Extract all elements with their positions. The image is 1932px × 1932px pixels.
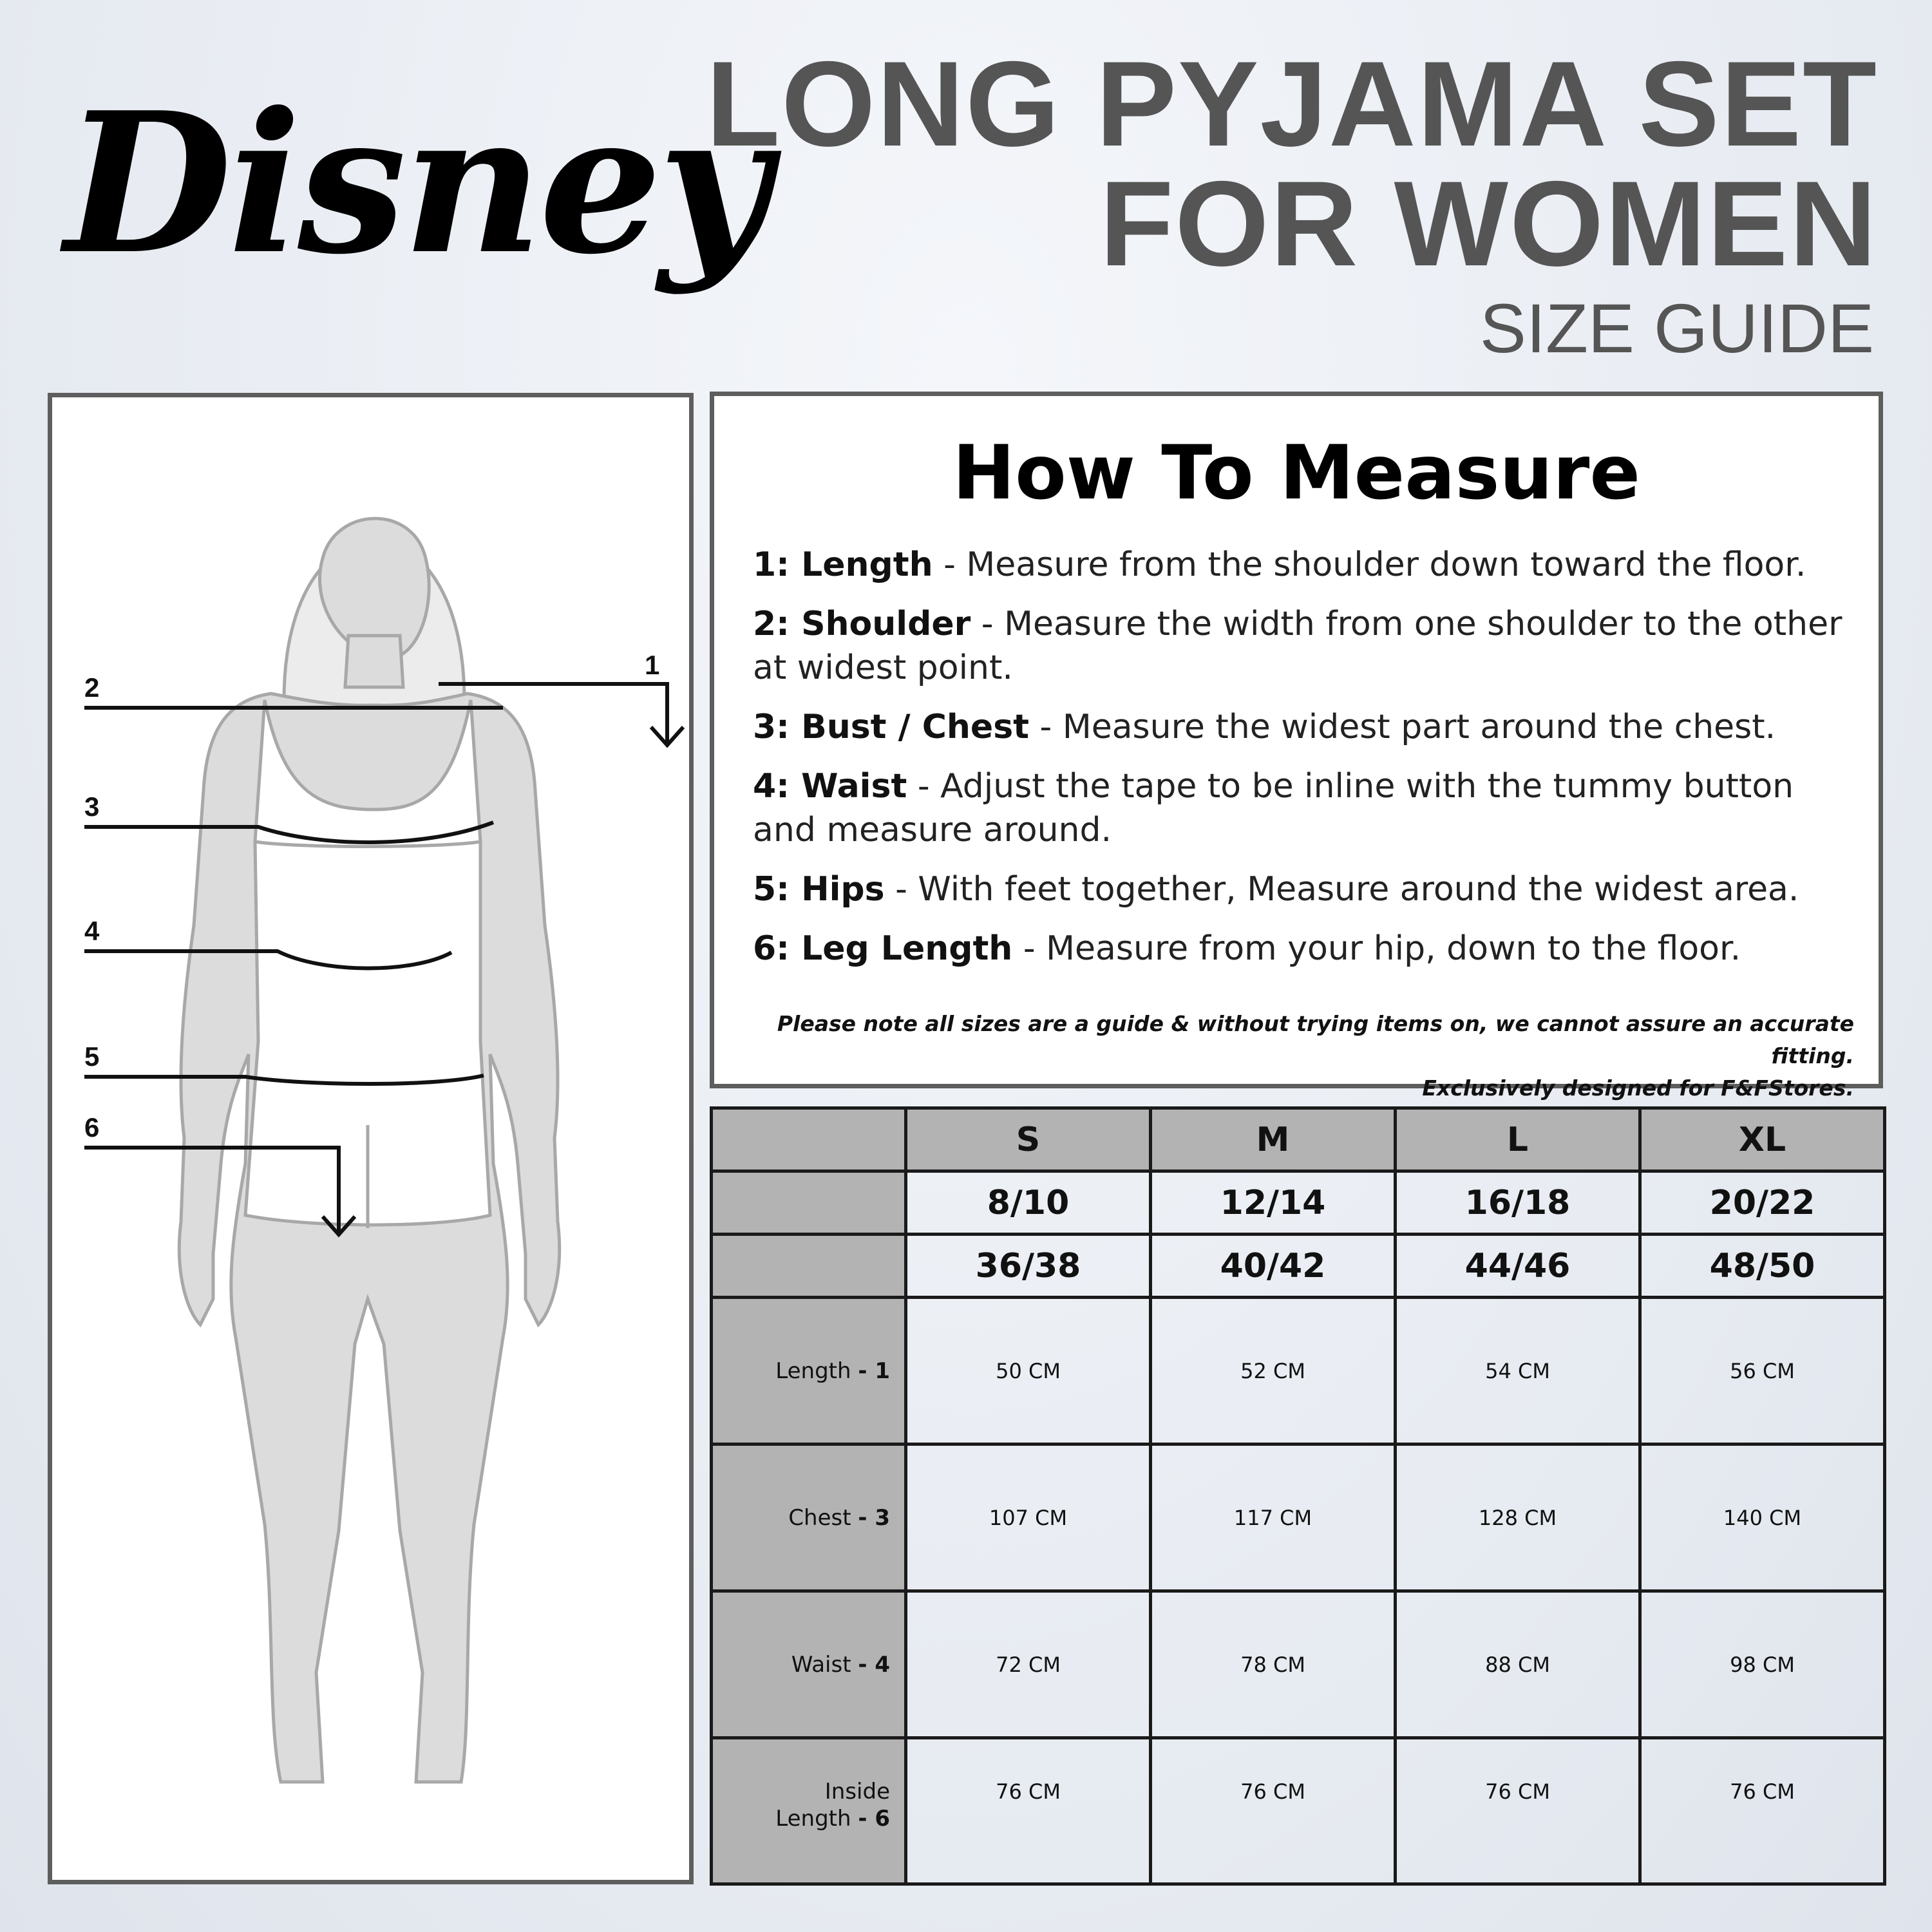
row-label-length: Length - 1 xyxy=(712,1298,906,1444)
marker-2: 2 xyxy=(84,672,100,703)
row-label-chest: Chest - 3 xyxy=(712,1444,906,1591)
length-s: 50 CM xyxy=(906,1298,1151,1444)
waist-l: 88 CM xyxy=(1396,1591,1640,1738)
length-l: 54 CM xyxy=(1396,1298,1640,1444)
disclaimer-note xyxy=(759,1008,1854,1104)
uk-size-m: 12/14 xyxy=(1151,1171,1396,1235)
page-subtitle: SIZE GUIDE xyxy=(1479,289,1874,367)
table-row xyxy=(712,1298,1885,1444)
page-title xyxy=(654,36,1878,291)
title-line-1: LONG PYJAMA SET xyxy=(706,36,1878,171)
inside-length-s: 76 CM xyxy=(906,1738,1151,1884)
disney-logo: Disney xyxy=(64,70,767,297)
chest-s: 107 CM xyxy=(906,1444,1151,1591)
instruction-shoulder: 2: Shoulder - Measure the width from one shoulder to the other at widest point. xyxy=(753,605,1842,687)
table-row xyxy=(712,1444,1885,1591)
eu-size-s: 36/38 xyxy=(906,1235,1151,1298)
uk-size-row xyxy=(712,1171,1885,1235)
marker-5: 5 xyxy=(84,1041,100,1072)
how-to-measure-panel xyxy=(710,392,1883,1101)
waist-xl: 98 CM xyxy=(1640,1591,1885,1738)
size-xl-header: XL xyxy=(1640,1108,1885,1171)
waist-s: 72 CM xyxy=(906,1591,1151,1738)
instruction-list xyxy=(753,543,1861,986)
size-table xyxy=(710,1106,1886,1886)
marker-1: 1 xyxy=(645,650,660,680)
marker-3: 3 xyxy=(84,791,100,822)
waist-m: 78 CM xyxy=(1151,1591,1396,1738)
inside-length-xl: 76 CM xyxy=(1640,1738,1885,1884)
uk-size-l: 16/18 xyxy=(1396,1171,1640,1235)
table-row xyxy=(712,1591,1885,1738)
disclaimer-line-1: Please note all sizes are a guide & without trying items on, we cannot assure an accurate fitting. xyxy=(777,1011,1854,1068)
uk-size-xl: 20/22 xyxy=(1640,1171,1885,1235)
instruction-hips: 5: Hips - With feet together, Measure around the widest area. xyxy=(753,870,1799,909)
uk-size-s: 8/10 xyxy=(906,1171,1151,1235)
how-to-measure-heading: How To Measure xyxy=(952,430,1640,516)
marker-6: 6 xyxy=(84,1112,100,1142)
table-row xyxy=(712,1738,1885,1884)
length-xl: 56 CM xyxy=(1640,1298,1885,1444)
uk-size-label xyxy=(712,1171,906,1235)
table-corner xyxy=(712,1108,906,1171)
instruction-leg-length: 6: Leg Length - Measure from your hip, down to the floor. xyxy=(753,929,1741,968)
marker-4: 4 xyxy=(84,916,100,946)
eu-size-l: 44/46 xyxy=(1396,1235,1640,1298)
chest-xl: 140 CM xyxy=(1640,1444,1885,1591)
body-figure-illustration xyxy=(52,397,698,1889)
eu-size-m: 40/42 xyxy=(1151,1235,1396,1298)
size-l-header: L xyxy=(1396,1108,1640,1171)
disclaimer-line-2: Exclusively designed for F&FStores. xyxy=(1422,1075,1854,1101)
size-m-header: M xyxy=(1151,1108,1396,1171)
figure-neck xyxy=(345,636,403,687)
eu-size-label xyxy=(712,1235,906,1298)
chest-l: 128 CM xyxy=(1396,1444,1640,1591)
chest-m: 117 CM xyxy=(1151,1444,1396,1591)
row-label-waist: Waist - 4 xyxy=(712,1591,906,1738)
inside-length-l: 76 CM xyxy=(1396,1738,1640,1884)
body-figure-panel xyxy=(48,393,694,1884)
instruction-bust: 3: Bust / Chest - Measure the widest part around the chest. xyxy=(753,708,1776,746)
length-m: 52 CM xyxy=(1151,1298,1396,1444)
size-letter-row xyxy=(712,1108,1885,1171)
eu-size-row xyxy=(712,1235,1885,1298)
eu-size-xl: 48/50 xyxy=(1640,1235,1885,1298)
inside-length-m: 76 CM xyxy=(1151,1738,1396,1884)
instruction-waist: 4: Waist - Adjust the tape to be inline with the tummy button and measure around. xyxy=(753,767,1794,849)
size-s-header: S xyxy=(906,1108,1151,1171)
instruction-length: 1: Length - Measure from the shoulder down toward the floor. xyxy=(753,545,1806,584)
row-label-inside-length: Inside Length - 6 xyxy=(712,1738,906,1884)
title-line-2: FOR WOMEN xyxy=(1099,156,1878,291)
